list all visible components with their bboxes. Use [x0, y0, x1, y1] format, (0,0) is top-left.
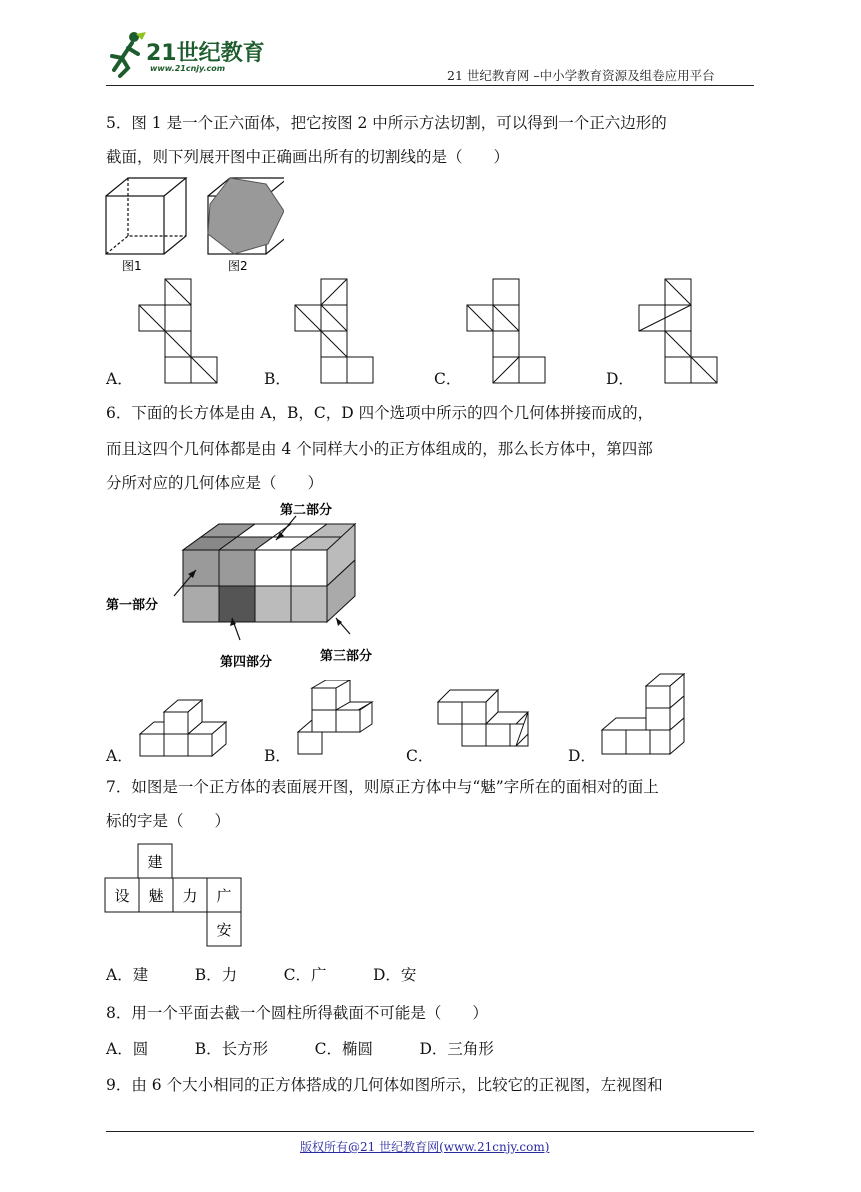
net-c3: 力 [182, 887, 198, 905]
q5-line-1: 5．图 1 是一个正六面体，把它按图 2 中所示方法切割，可以得到一个正六边形的 [106, 114, 667, 132]
q7-line-2: 标的字是（ ） [106, 812, 231, 830]
q6-line-2: 而且这四个几何体都是由 4 个同样大小的正方体组成的，那么长方体中，第四部 [106, 440, 653, 458]
part-1-label: 第一部分 [106, 598, 159, 613]
q7-line-1: 7．如图是一个正方体的表面展开图，则原正方体中与“魅”字所在的面相对的面上 [106, 778, 659, 796]
net-top: 建 [147, 853, 163, 871]
net-c2: 魅 [148, 887, 164, 905]
q6-option-b[interactable]: B． [264, 747, 291, 765]
q5-option-c[interactable]: C． [434, 370, 462, 388]
q6-line-1: 6．下面的长方体是由 A，B，C，D 四个选项中所示的四个几何体拼接而成的， [106, 404, 654, 422]
q6-option-b-shape [296, 680, 376, 760]
q6-option-a-shape [138, 688, 234, 758]
q6-option-d-shape [600, 672, 692, 760]
q5-option-c-net [466, 278, 548, 384]
net-c4: 广 [216, 887, 232, 905]
net-c1: 设 [114, 887, 130, 905]
q8-line-1: 8．用一个平面去截一个圆柱所得截面不可能是（ ） [106, 1004, 488, 1022]
net-bottom: 安 [216, 921, 232, 939]
q5-option-b-net [294, 278, 376, 384]
q7-cube-net [104, 842, 244, 948]
q6-line-3: 分所对应的几何体应是（ ） [106, 474, 324, 492]
q7-answers[interactable]: A．建 B．力 C．广 D．安 [106, 966, 417, 984]
footer-copyright-link[interactable]: 版权所有@21 世纪教育网(www.21cnjy.com) [300, 1140, 550, 1154]
q5-option-d-net [638, 278, 720, 384]
q8-answers[interactable]: A．圆 B．长方形 C．椭圆 D．三角形 [106, 1040, 494, 1058]
header-rule [106, 85, 754, 86]
q6-option-a[interactable]: A． [106, 747, 133, 765]
logo-text: 21世纪教育 [146, 41, 265, 66]
q6-option-d[interactable]: D． [568, 747, 596, 765]
q6-cuboid-figure [104, 500, 390, 672]
part-4-label: 第四部分 [220, 655, 273, 670]
footer-rule [106, 1131, 754, 1132]
logo-url: www.21cnjy.com [150, 64, 226, 73]
q6-option-c-shape [436, 688, 532, 760]
fig1-label: 图1 [122, 259, 142, 273]
part-2-label: 第二部分 [280, 503, 333, 518]
q5-line-2: 截面，则下列展开图中正确画出所有的切割线的是（ ） [106, 148, 510, 166]
header-right-text: 21 世纪教育网 –中小学教育资源及组卷应用平台 [447, 68, 715, 83]
q5-option-a-net [138, 278, 220, 384]
fig2-label: 图2 [228, 259, 248, 273]
part-3-label: 第三部分 [320, 649, 373, 664]
q5-option-d[interactable]: D． [606, 370, 634, 388]
q5-option-a[interactable]: A． [106, 370, 133, 388]
q5-option-b[interactable]: B． [264, 370, 291, 388]
runner-logo-icon [106, 30, 146, 80]
q5-cube-figures [104, 176, 284, 276]
q6-option-c[interactable]: C． [406, 747, 434, 765]
q9-line-1: 9．由 6 个大小相同的正方体搭成的几何体如图所示，比较它的正视图，左视图和 [106, 1076, 663, 1094]
